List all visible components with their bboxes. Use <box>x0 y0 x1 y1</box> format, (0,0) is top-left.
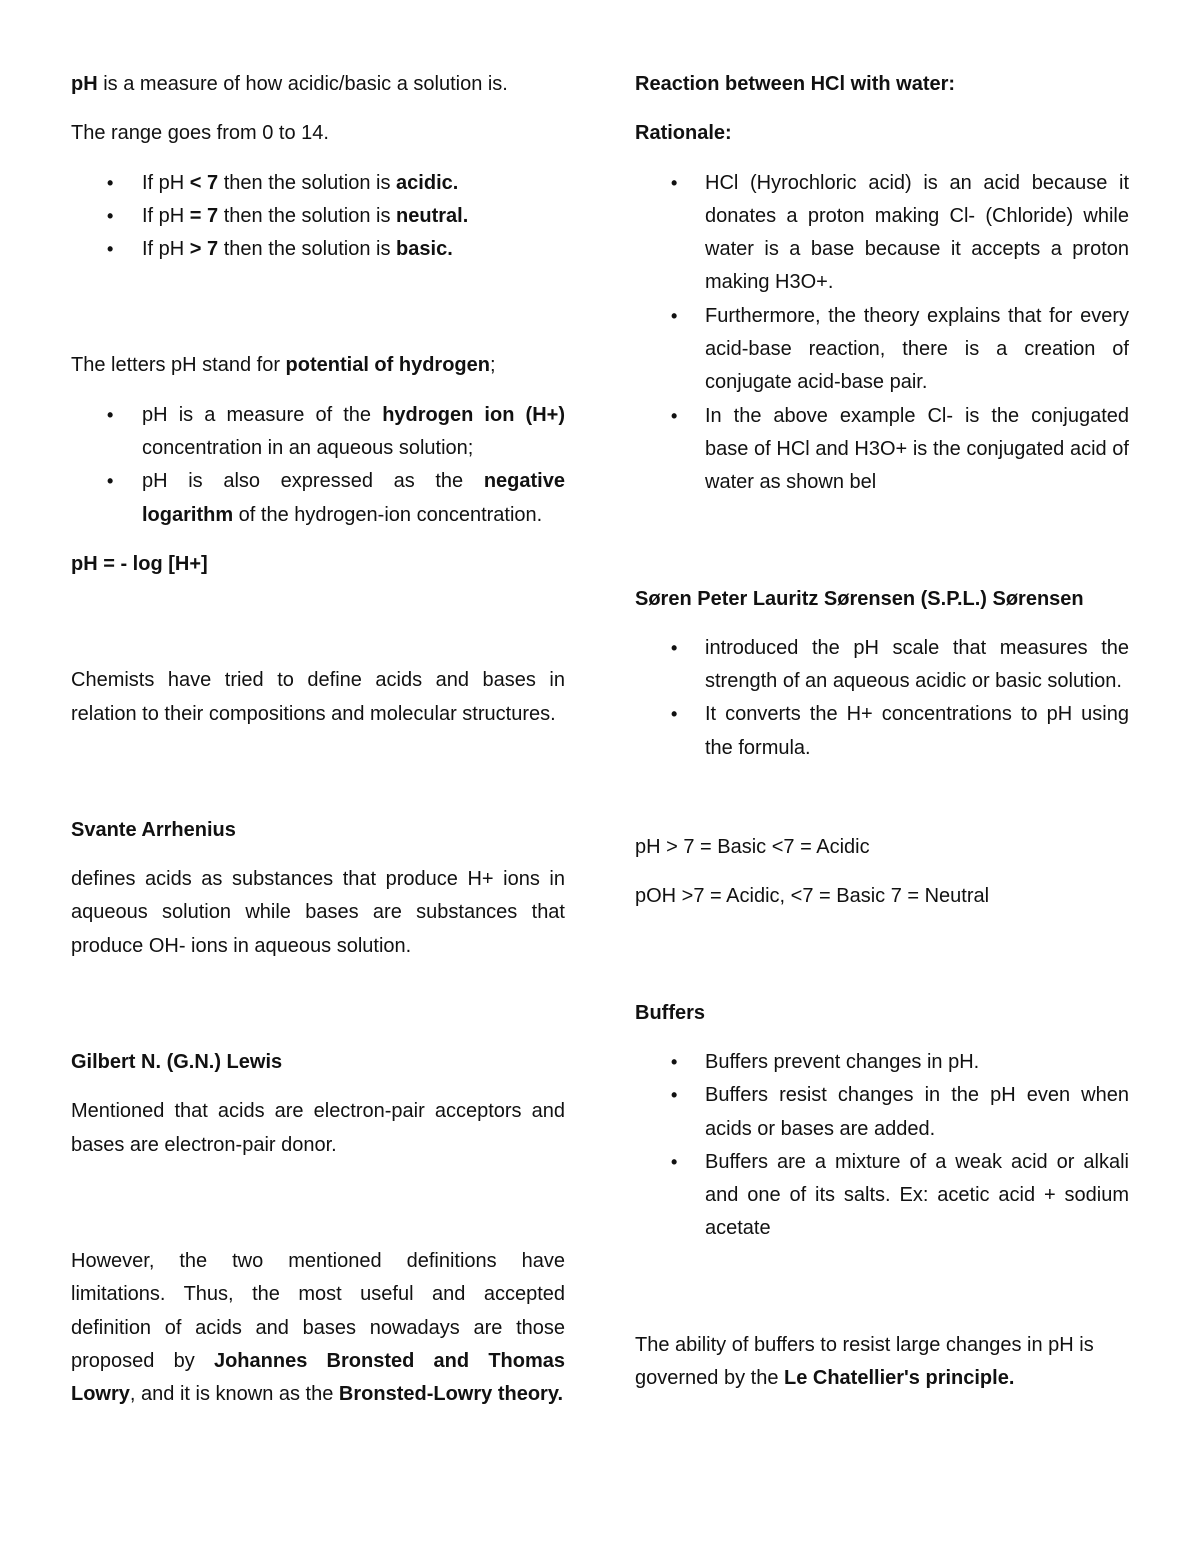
poh-scale-line: pOH >7 = Acidic, <7 = Basic 7 = Neutral <box>635 885 990 908</box>
list-item: • It converts the H+ concentrations to pH using the formula. <box>635 698 1129 765</box>
le-chatelier-text: The ability of buffers to resist large changes in pH is governed by the Le Chatellier's principle. <box>635 1333 1094 1390</box>
sorensen-list <box>635 632 1129 765</box>
list-item: • pH is a measure of the hydrogen ion (H+) concentration in an aqueous solution; <box>71 399 565 466</box>
rationale-heading: Rationale: <box>635 122 732 145</box>
buffers-heading: Buffers <box>635 1001 706 1024</box>
list-item: • introduced the pH scale that measures the strength of an aqueous acidic or basic solution. <box>635 632 1129 699</box>
left-column <box>71 68 565 1411</box>
buffers-list <box>635 1046 1129 1246</box>
bronsted-lowry-text: However, the two mentioned definitions have limitations. Thus, the most useful and accepted definition of acids and bases nowadays are those proposed by Johannes Bronsted and Thomas Lowry, and it is known as the Bronsted-Lowry theory. <box>71 1249 565 1406</box>
list-item: • If pH > 7 then the solution is basic. <box>71 233 565 266</box>
letters-text: The letters pH stand for potential of hydrogen; <box>71 354 496 377</box>
ph-scale-line: pH > 7 = Basic <7 = Acidic <box>635 836 870 859</box>
list-item: • HCl (Hyrochloric acid) is an acid because it donates a proton making Cl- (Chloride) while water is a base because it accepts a proton making H3O+. <box>635 167 1129 300</box>
list-item: • If pH = 7 then the solution is neutral. <box>71 200 565 233</box>
list-item: • Buffers prevent changes in pH. <box>635 1046 1129 1079</box>
ph-intro <box>71 68 565 101</box>
arrhenius-text: defines acids as substances that produce H+ ions in aqueous solution while bases are substances that produce OH- ions in aqueous solution. <box>71 868 565 957</box>
chemists-text: Chemists have tried to define acids and bases in relation to their compositions and molecular structures. <box>71 669 565 725</box>
measure-list <box>0 399 565 532</box>
lewis-text: Mentioned that acids are electron-pair acceptors and bases are electron-pair donor. <box>71 1100 565 1156</box>
ph-intro-text: is a measure of how acidic/basic a solution is. <box>97 73 508 95</box>
ph-term: pH <box>71 73 98 95</box>
list-item: • Buffers are a mixture of a weak acid or alkali and one of its salts. Ex: acetic acid + sodium acetate <box>635 1146 1129 1246</box>
list-item: • If pH < 7 then the solution is acidic. <box>71 167 565 200</box>
ph-conditions-list <box>0 167 565 267</box>
list-item: • pH is also expressed as the negative logarithm of the hydrogen-ion concentration. <box>71 465 565 532</box>
rationale-list <box>635 167 1129 500</box>
ph-formula: pH = - log [H+] <box>71 552 208 575</box>
lewis-heading: Gilbert N. (G.N.) Lewis <box>71 1051 283 1074</box>
right-column <box>635 68 1129 1395</box>
list-item: • Furthermore, the theory explains that for every acid-base reaction, there is a creation of conjugate acid-base pair. <box>635 300 1129 400</box>
arrhenius-heading: Svante Arrhenius <box>71 818 236 841</box>
reaction-heading: Reaction between HCl with water: <box>635 73 956 95</box>
list-item: • Buffers resist changes in the pH even when acids or bases are added. <box>635 1079 1129 1146</box>
range-text: The range goes from 0 to 14. <box>71 122 329 145</box>
sorensen-heading: Søren Peter Lauritz Sørensen (S.P.L.) Sørensen <box>635 587 1084 610</box>
list-item: • In the above example Cl- is the conjugated base of HCl and H3O+ is the conjugated acid of water as shown bel <box>635 400 1129 500</box>
